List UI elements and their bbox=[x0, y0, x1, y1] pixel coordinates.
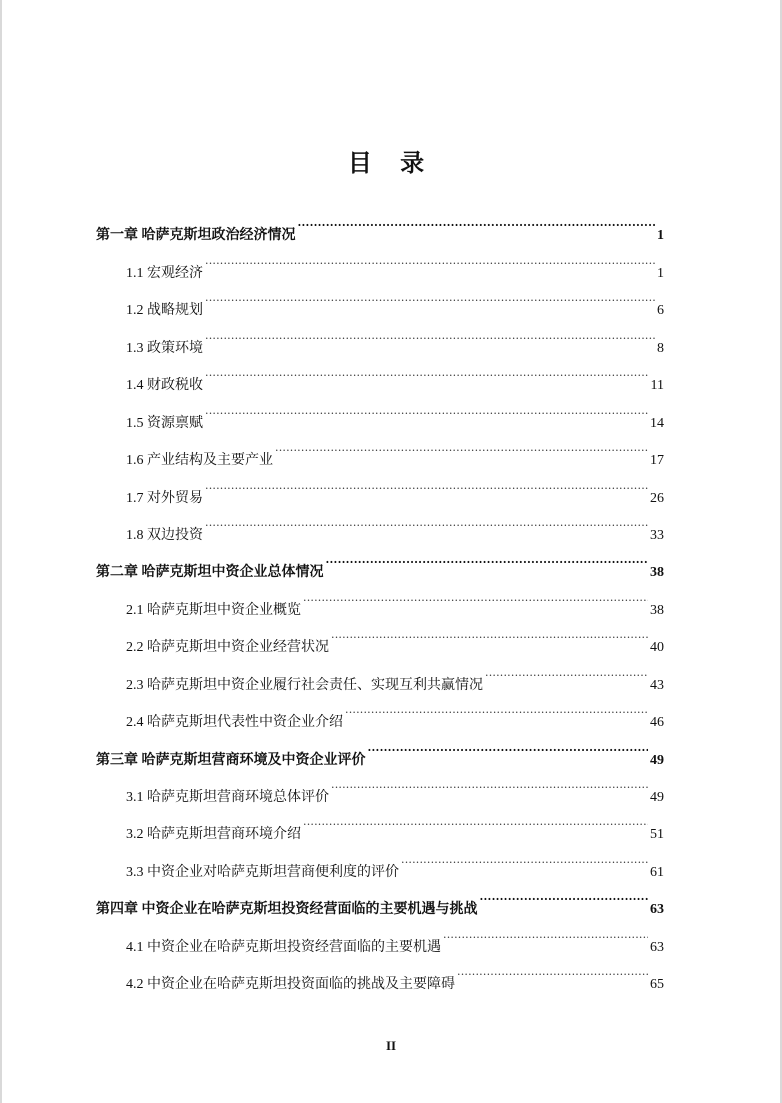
toc-leader bbox=[205, 389, 648, 426]
toc-label: 哈萨克斯坦中资企业履行社会责任、实现互利共赢情况 bbox=[147, 676, 483, 693]
toc-leader bbox=[205, 314, 655, 351]
toc-label: 哈萨克斯坦营商环境及中资企业评价 bbox=[141, 751, 366, 768]
toc-leader bbox=[205, 239, 655, 276]
toc-page-number: 14 bbox=[650, 415, 664, 431]
toc-label: 中资企业在哈萨克斯坦投资经营面临的主要机遇与挑战 bbox=[141, 901, 478, 918]
toc-page-number: 33 bbox=[650, 527, 664, 543]
toc-label: 哈萨克斯坦代表性中资企业介绍 bbox=[147, 714, 343, 731]
toc-leader bbox=[401, 838, 648, 875]
toc-page-number: 1 bbox=[657, 228, 664, 244]
toc-number: 1.1 bbox=[126, 265, 144, 281]
toc-page-number: 63 bbox=[650, 939, 664, 955]
toc-number: 3.3 bbox=[126, 864, 144, 880]
toc-page-number: 40 bbox=[650, 640, 664, 656]
toc-page-number: 46 bbox=[650, 715, 664, 731]
toc-number: 1.8 bbox=[126, 527, 144, 543]
toc-leader bbox=[485, 651, 648, 688]
toc-page-number: 26 bbox=[650, 490, 664, 506]
toc-number: 1.3 bbox=[126, 340, 144, 356]
toc-leader bbox=[331, 614, 648, 651]
toc-page-number: 43 bbox=[650, 677, 664, 693]
toc-number: 2.1 bbox=[126, 602, 144, 618]
toc-chapter-1[interactable] bbox=[96, 202, 664, 244]
toc-label: 战略规划 bbox=[147, 302, 203, 319]
toc-label: 哈萨克斯坦政治经济情况 bbox=[141, 227, 296, 244]
toc-label: 资源禀赋 bbox=[147, 414, 203, 431]
toc-number: 1.6 bbox=[126, 453, 144, 469]
toc-label: 哈萨克斯坦中资企业概览 bbox=[147, 601, 301, 618]
toc-page-number: 1 bbox=[657, 265, 664, 281]
toc-page-number: 65 bbox=[650, 977, 664, 993]
toc-number: 1.7 bbox=[126, 490, 144, 506]
toc-leader bbox=[326, 539, 649, 576]
toc-number: 4.2 bbox=[126, 977, 144, 993]
toc-label: 哈萨克斯坦营商环境介绍 bbox=[147, 826, 301, 843]
toc-number: 3.2 bbox=[126, 827, 144, 843]
toc-number: 第四章 bbox=[96, 902, 138, 918]
page-footer-number: II bbox=[385, 1038, 397, 1053]
toc-number: 1.5 bbox=[126, 415, 144, 431]
toc-label: 产业结构及主要产业 bbox=[147, 452, 273, 469]
toc-label: 中资企业在哈萨克斯坦投资经营面临的主要机遇 bbox=[147, 938, 441, 955]
toc-leader bbox=[303, 801, 648, 838]
toc-label: 双边投资 bbox=[147, 526, 203, 543]
toc-page-number: 49 bbox=[650, 752, 664, 768]
toc-label: 财政税收 bbox=[147, 377, 203, 394]
toc-number: 第一章 bbox=[96, 228, 138, 244]
toc-leader bbox=[275, 427, 648, 464]
toc-leader bbox=[331, 764, 648, 801]
toc-leader bbox=[480, 876, 649, 913]
toc-label: 政策环境 bbox=[147, 339, 203, 356]
toc-leader bbox=[298, 202, 656, 239]
toc-leader bbox=[303, 576, 648, 613]
table-of-contents bbox=[96, 202, 664, 993]
toc-number: 2.4 bbox=[126, 715, 144, 731]
toc-label: 中资企业对哈萨克斯坦营商便利度的评价 bbox=[147, 863, 399, 880]
toc-label: 宏观经济 bbox=[147, 264, 203, 281]
page-title: 目 录 bbox=[347, 149, 435, 177]
toc-label: 哈萨克斯坦中资企业总体情况 bbox=[141, 564, 324, 581]
toc-page-number: 6 bbox=[657, 303, 664, 319]
toc-number: 第二章 bbox=[96, 565, 138, 581]
toc-leader bbox=[457, 951, 648, 988]
toc-page-number: 63 bbox=[650, 902, 664, 918]
toc-number: 1.4 bbox=[126, 378, 144, 394]
toc-page-number: 38 bbox=[650, 565, 664, 581]
toc-number: 4.1 bbox=[126, 939, 144, 955]
toc-page-number: 17 bbox=[650, 453, 664, 469]
toc-page-number: 8 bbox=[657, 340, 664, 356]
toc-leader bbox=[368, 726, 649, 763]
toc-label: 哈萨克斯坦营商环境总体评价 bbox=[147, 789, 329, 805]
toc-leader bbox=[443, 913, 648, 950]
toc-number: 2.2 bbox=[126, 640, 144, 656]
toc-page-number: 38 bbox=[650, 602, 664, 618]
toc-leader bbox=[205, 277, 655, 314]
toc-label: 对外贸易 bbox=[147, 489, 203, 506]
toc-leader bbox=[205, 464, 648, 501]
toc-leader bbox=[205, 352, 649, 389]
toc-label: 哈萨克斯坦中资企业经营状况 bbox=[147, 639, 329, 656]
toc-number: 1.2 bbox=[126, 303, 144, 319]
toc-number: 2.3 bbox=[126, 677, 144, 693]
toc-number: 3.1 bbox=[126, 790, 144, 805]
toc-label: 中资企业在哈萨克斯坦投资面临的挑战及主要障碍 bbox=[147, 976, 455, 993]
toc-page-number: 61 bbox=[650, 864, 664, 880]
toc-page-number: 51 bbox=[650, 827, 664, 843]
toc-page-number: 11 bbox=[650, 378, 664, 394]
toc-leader bbox=[345, 689, 648, 726]
toc-number: 第三章 bbox=[96, 752, 138, 768]
toc-page-number: 49 bbox=[650, 790, 664, 805]
toc-leader bbox=[205, 502, 648, 539]
